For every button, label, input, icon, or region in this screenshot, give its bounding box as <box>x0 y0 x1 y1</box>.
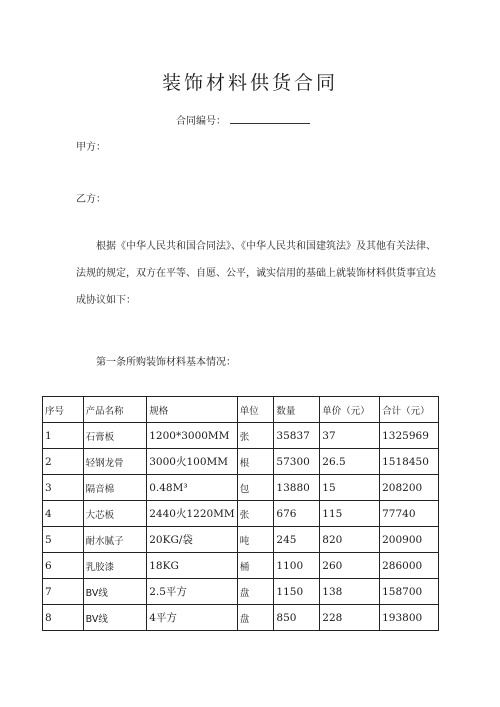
cell-row-index: 7 <box>43 579 84 605</box>
cell-spec: 1200*3000MM <box>147 423 237 449</box>
cell-quantity: 13880 <box>274 475 320 501</box>
header-row-index: 序号 <box>43 397 84 423</box>
party-a-label: 甲方： <box>76 142 106 153</box>
cell-total: 208200 <box>380 475 439 501</box>
contract-number-label: 合同编号： <box>176 116 226 127</box>
intro-text: 根据《中华人民共和国合同法》、《中华人民共和国建筑法》及其他有关法律、法规的规定，双方在平等、自愿、公平，诚实信用的基础上就装饰材料供货事宜达成协议如下： <box>76 241 436 306</box>
cell-product-name: 隔音棉 <box>83 475 147 501</box>
cell-unit-price: 260 <box>320 553 380 579</box>
table-row <box>43 605 439 631</box>
header-spec: 规格 <box>147 397 237 423</box>
cell-unit: 张 <box>237 423 274 449</box>
table-row <box>43 475 439 501</box>
cell-unit-price: 37 <box>320 423 380 449</box>
cell-total: 193800 <box>380 605 439 631</box>
table-row <box>43 553 439 579</box>
contract-number <box>176 112 310 127</box>
cell-unit: 盘 <box>237 579 274 605</box>
cell-unit: 桶 <box>237 553 274 579</box>
cell-unit: 吨 <box>237 527 274 553</box>
table-header-row <box>43 397 439 423</box>
cell-unit-price: 26.5 <box>320 449 380 475</box>
cell-product-name: 乳胶漆 <box>83 553 147 579</box>
cell-spec: 4平方 <box>147 605 237 631</box>
cell-unit-price: 820 <box>320 527 380 553</box>
table-row <box>43 501 439 527</box>
cell-unit-price: 138 <box>320 579 380 605</box>
cell-total: 1518450 <box>380 449 439 475</box>
cell-product-name: 大芯板 <box>83 501 147 527</box>
cell-total: 77740 <box>380 501 439 527</box>
cell-unit-price: 115 <box>320 501 380 527</box>
cell-unit-price: 228 <box>320 605 380 631</box>
cell-total: 158700 <box>380 579 439 605</box>
header-unit: 单位 <box>237 397 274 423</box>
party-b-label: 乙方： <box>76 194 106 205</box>
section-heading: 第一条所购装饰材料基本情况： <box>96 357 236 368</box>
cell-quantity: 676 <box>274 501 320 527</box>
cell-product-name: 轻钢龙骨 <box>83 449 147 475</box>
cell-row-index: 2 <box>43 449 84 475</box>
cell-spec: 20KG/袋 <box>147 527 237 553</box>
cell-spec: 3000火100MM <box>147 449 237 475</box>
header-product-name: 产品名称 <box>83 397 147 423</box>
cell-unit: 盘 <box>237 605 274 631</box>
cell-row-index: 6 <box>43 553 84 579</box>
cell-spec: 2440火1220MM <box>147 501 237 527</box>
cell-total: 1325969 <box>380 423 439 449</box>
cell-row-index: 8 <box>43 605 84 631</box>
cell-product-name: BV线 <box>83 579 147 605</box>
document-title: 装饰材料供货合同 <box>161 72 338 94</box>
cell-unit: 包 <box>237 475 274 501</box>
header-total: 合计（元） <box>380 397 439 423</box>
intro-paragraph <box>76 233 436 314</box>
cell-total: 286000 <box>380 553 439 579</box>
cell-quantity: 850 <box>274 605 320 631</box>
cell-spec: 0.48M³ <box>147 475 237 501</box>
cell-quantity: 35837 <box>274 423 320 449</box>
materials-table <box>42 396 439 631</box>
table-row <box>43 423 439 449</box>
cell-product-name: 耐水腻子 <box>83 527 147 553</box>
cell-total: 200900 <box>380 527 439 553</box>
cell-row-index: 4 <box>43 501 84 527</box>
cell-row-index: 1 <box>43 423 84 449</box>
cell-unit: 张 <box>237 501 274 527</box>
cell-quantity: 245 <box>274 527 320 553</box>
cell-unit-price: 15 <box>320 475 380 501</box>
cell-product-name: BV线 <box>83 605 147 631</box>
cell-unit: 根 <box>237 449 274 475</box>
table-row <box>43 449 439 475</box>
cell-product-name: 石膏板 <box>83 423 147 449</box>
cell-quantity: 57300 <box>274 449 320 475</box>
cell-spec: 2.5平方 <box>147 579 237 605</box>
cell-quantity: 1150 <box>274 579 320 605</box>
cell-row-index: 3 <box>43 475 84 501</box>
header-quantity: 数量 <box>274 397 320 423</box>
table-row <box>43 527 439 553</box>
contract-number-blank <box>230 114 310 124</box>
header-unit-price: 单价（元） <box>320 397 380 423</box>
cell-quantity: 1100 <box>274 553 320 579</box>
cell-row-index: 5 <box>43 527 84 553</box>
table-row <box>43 579 439 605</box>
cell-spec: 18KG <box>147 553 237 579</box>
